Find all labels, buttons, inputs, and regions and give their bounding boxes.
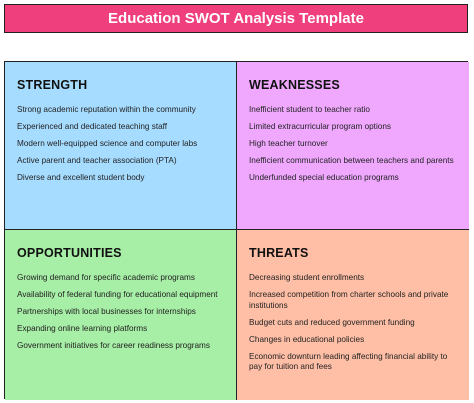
strength-list bbox=[17, 105, 226, 184]
list-item: Government initiatives for career readiness programs bbox=[17, 341, 210, 350]
opportunities-list bbox=[17, 273, 226, 352]
opportunities-quadrant bbox=[5, 230, 237, 400]
list-item: Inefficient student to teacher ratio bbox=[249, 105, 370, 114]
list-item: Experienced and dedicated teaching staff bbox=[17, 122, 168, 131]
list-item: Diverse and excellent student body bbox=[17, 173, 145, 182]
opportunities-heading: OPPORTUNITIES bbox=[17, 246, 122, 260]
weaknesses-quadrant bbox=[237, 62, 469, 230]
list-item: Modern well-equipped science and computer labs bbox=[17, 139, 198, 148]
list-item: Expanding online learning platforms bbox=[17, 324, 148, 333]
list-item: Decreasing student enrollments bbox=[249, 273, 365, 282]
list-item: Underfunded special education programs bbox=[249, 173, 399, 182]
list-item: Partnerships with local businesses for internships bbox=[17, 307, 196, 316]
strength-heading: STRENGTH bbox=[17, 78, 88, 92]
weaknesses-list bbox=[249, 105, 459, 184]
list-item: Availability of federal funding for educational equipment bbox=[17, 290, 218, 299]
page-title: Education SWOT Analysis Template bbox=[108, 10, 364, 27]
strength-quadrant bbox=[5, 62, 237, 230]
list-item: Strong academic reputation within the community bbox=[17, 105, 196, 114]
list-item: Inefficient communication between teachers and parents bbox=[249, 156, 454, 165]
swot-grid bbox=[4, 61, 468, 399]
list-item: High teacher turnover bbox=[249, 139, 328, 148]
threats-quadrant bbox=[237, 230, 469, 400]
list-item: Changes in educational policies bbox=[249, 334, 365, 344]
list-item: Limited extracurricular program options bbox=[249, 122, 391, 131]
list-item: Budget cuts and reduced government funding bbox=[249, 317, 415, 327]
list-item: Growing demand for specific academic programs bbox=[17, 273, 195, 282]
weaknesses-heading: WEAKNESSES bbox=[249, 78, 340, 92]
threats-heading: THREATS bbox=[249, 246, 309, 260]
title-bar bbox=[4, 4, 468, 33]
threats-list bbox=[249, 273, 459, 373]
list-item: Active parent and teacher association (PTA) bbox=[17, 156, 177, 165]
list-item: Increased competition from charter schools and private institutions bbox=[249, 290, 449, 310]
list-item: Economic downturn leading affecting financial ability to pay for tuition and fees bbox=[249, 351, 448, 371]
